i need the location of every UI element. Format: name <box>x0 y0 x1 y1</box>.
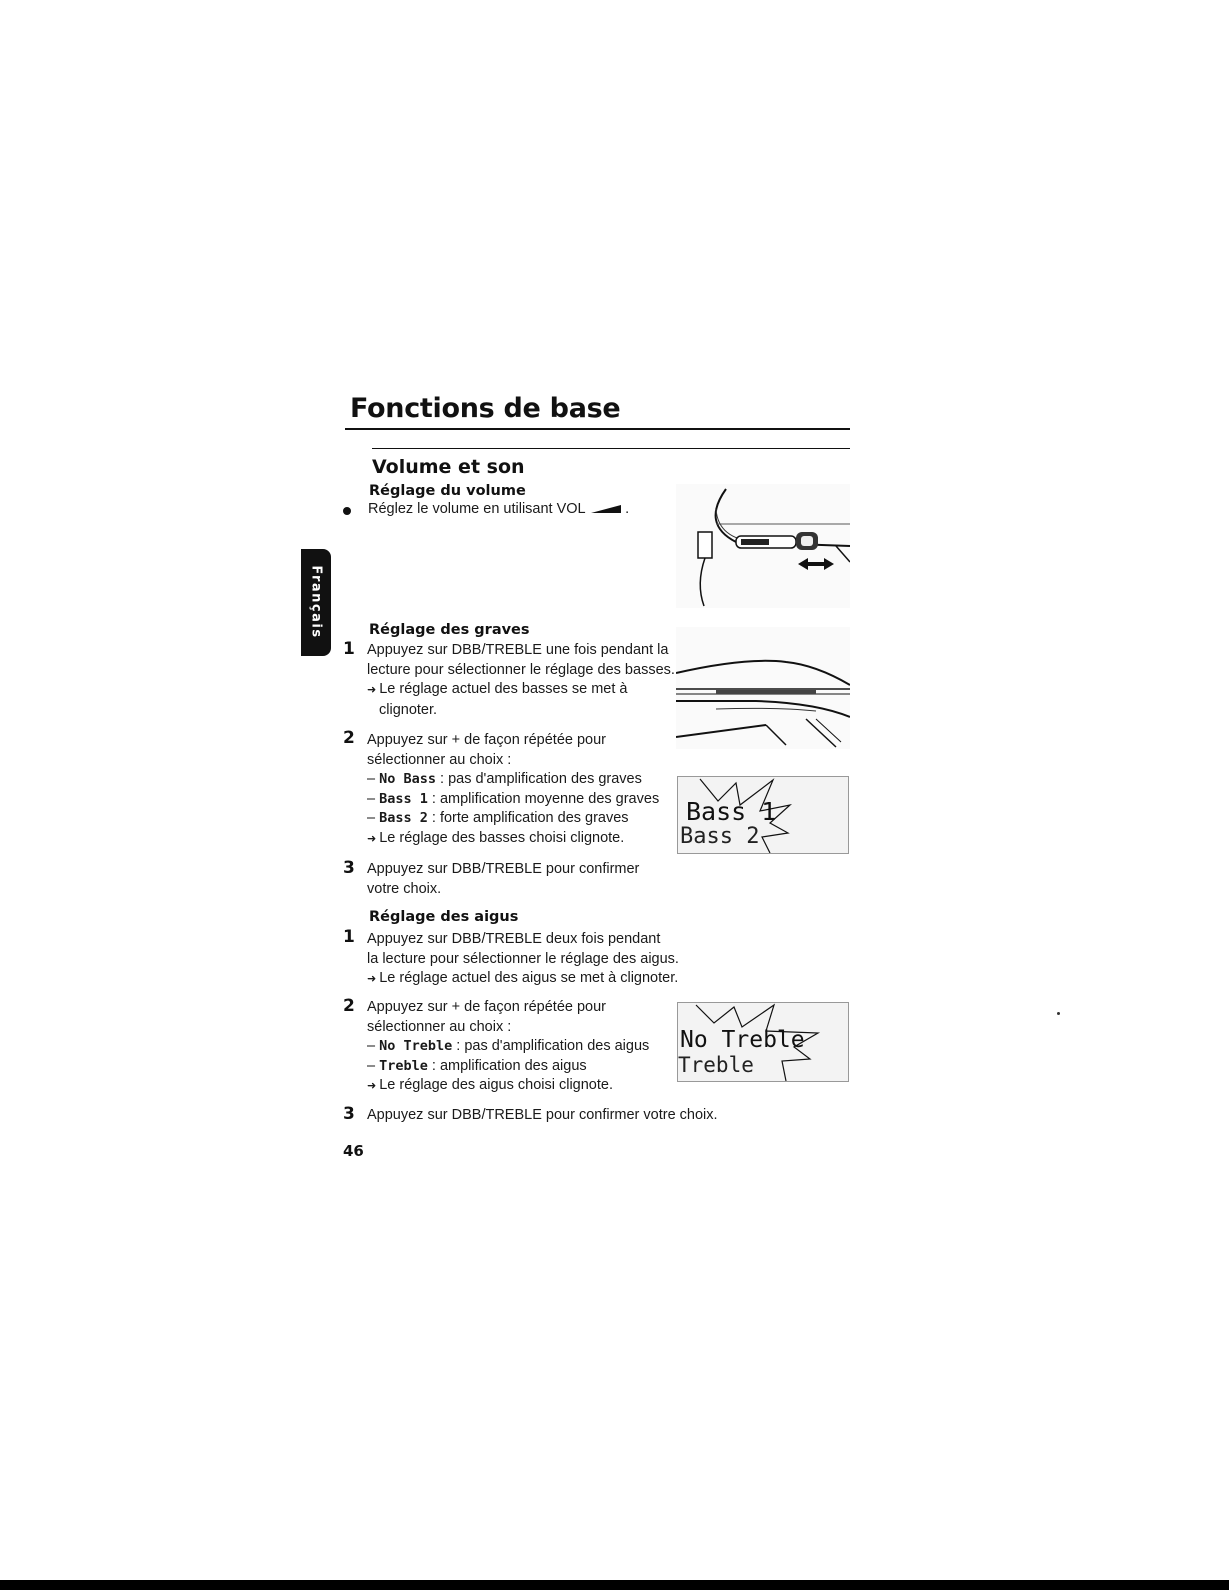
page-number: 46 <box>343 1142 364 1160</box>
treble-option-no-treble: – No Treble : pas d'amplification des aigus <box>367 1038 650 1054</box>
volume-instruction-text: Réglez le volume en utilisant VOL <box>368 501 586 517</box>
option-desc: : amplification des aigus <box>427 1057 587 1074</box>
bass-lcd-line-1: Bass 1 <box>686 797 777 826</box>
treble-step-3-number: 3 <box>343 1104 355 1124</box>
bass-step-3-line: votre choix. <box>367 880 442 897</box>
dbb-treble-button-illustration <box>676 627 850 749</box>
bass-step-2-result <box>367 829 659 850</box>
bass-step-2-number: 2 <box>343 728 355 748</box>
treble-heading: Réglage des aigus <box>369 909 519 925</box>
volume-heading: Réglage du volume <box>369 483 526 499</box>
treble-option-treble: – Treble : amplification des aigus <box>367 1057 587 1074</box>
option-key: No Bass <box>379 771 436 787</box>
treble-lcd-line-1: No Treble <box>680 1027 805 1053</box>
treble-lcd-display <box>677 1002 849 1082</box>
treble-step-1-line: la lecture pour sélectionner le réglage des aigus. <box>367 950 679 967</box>
bass-lcd-display <box>677 776 849 854</box>
option-key: Bass 2 <box>379 810 428 826</box>
bass-option-no-bass: – No Bass : pas d'amplification des graves <box>367 771 642 787</box>
volume-instruction: Réglez le volume en utilisant VOL . <box>368 501 630 517</box>
treble-step-2-result <box>367 1076 649 1097</box>
arrow-icon: ➜ <box>367 832 377 845</box>
bass-option-bass-1: – Bass 1 : amplification moyenne des graves <box>367 790 660 807</box>
option-desc: : forte amplification des graves <box>427 810 629 826</box>
treble-step-2 <box>367 998 649 1097</box>
bass-step-1-result <box>367 680 675 701</box>
bass-step-1-result-text: Le réglage actuel des basses se met à <box>379 681 628 697</box>
language-tab-label: Français <box>308 565 324 639</box>
section-rule <box>372 448 850 449</box>
treble-step-3: Appuyez sur DBB/TREBLE pour confirmer votre choix. <box>367 1107 718 1123</box>
treble-lcd-line-2: Treble <box>678 1053 754 1077</box>
page-title: Fonctions de base <box>350 393 621 424</box>
treble-step-1 <box>367 930 679 990</box>
arrow-icon: ➜ <box>367 973 377 985</box>
arrow-icon: ➜ <box>367 1080 377 1092</box>
bass-heading: Réglage des graves <box>369 622 530 638</box>
treble-step-2-result-text: Le réglage des aigus choisi clignote. <box>379 1077 613 1093</box>
bass-step-1-line: Appuyez sur DBB/TREBLE une fois pendant la <box>367 642 669 658</box>
bass-step-2-line: Appuyez sur + de façon répétée pour <box>367 732 607 748</box>
option-key: No Treble <box>379 1038 453 1054</box>
bass-step-2-line: sélectionner au choix : <box>367 751 512 768</box>
treble-step-1-result <box>367 969 679 990</box>
treble-step-1-number: 1 <box>343 927 355 947</box>
treble-step-2-line: Appuyez sur + de façon répétée pour <box>367 999 607 1015</box>
treble-step-2-number: 2 <box>343 996 355 1016</box>
volume-control-illustration <box>676 484 850 608</box>
bass-lcd-line-2: Bass 2 <box>680 824 760 849</box>
bass-step-1-result-text: clignoter. <box>379 701 438 718</box>
treble-step-2-line: sélectionner au choix : <box>367 1018 512 1035</box>
option-key: Treble <box>379 1057 428 1074</box>
treble-step-1-line: Appuyez sur DBB/TREBLE deux fois pendant <box>367 931 661 947</box>
section-title: Volume et son <box>372 456 525 478</box>
bass-step-2 <box>367 731 659 849</box>
option-desc: : amplification moyenne des graves <box>427 790 660 807</box>
bass-step-1 <box>367 641 675 720</box>
volume-wedge-icon <box>589 503 625 515</box>
bullet-dot <box>343 507 351 515</box>
scan-speck <box>1057 1012 1060 1015</box>
bass-step-1-line: lecture pour sélectionner le réglage des basses. <box>367 661 675 678</box>
option-desc: : pas d'amplification des graves <box>436 771 642 787</box>
language-tab <box>301 549 331 656</box>
title-rule <box>345 428 850 430</box>
bass-step-3 <box>367 860 639 899</box>
bass-option-bass-2: – Bass 2 : forte amplification des graves <box>367 810 629 826</box>
bottom-scan-border <box>0 1580 1229 1590</box>
bass-step-3-number: 3 <box>343 858 355 878</box>
option-desc: : pas d'amplification des aigus <box>452 1038 650 1054</box>
bass-step-2-result-text: Le réglage des basses choisi clignote. <box>379 829 625 846</box>
bass-step-3-line: Appuyez sur DBB/TREBLE pour confirmer <box>367 861 640 877</box>
treble-step-1-result-text: Le réglage actuel des aigus se met à clignoter. <box>379 970 679 986</box>
arrow-icon: ➜ <box>367 684 377 696</box>
bass-step-1-number: 1 <box>343 639 355 659</box>
option-key: Bass 1 <box>379 790 428 807</box>
